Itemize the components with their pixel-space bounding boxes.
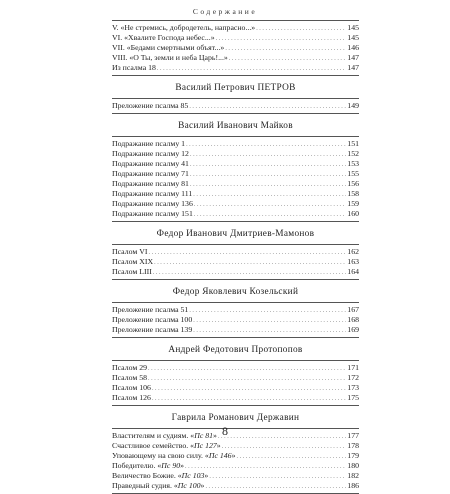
entry-title — [112, 53, 229, 63]
entry-page-number: 155 — [347, 169, 359, 178]
entry-title-text: Подражание псалму 81 — [112, 179, 189, 188]
author-heading: Андрей Федотович Протопопов — [168, 345, 303, 355]
entry-title — [112, 325, 193, 335]
toc-entry[interactable] — [112, 481, 359, 491]
author-heading: Гаврила Романович Державин — [171, 413, 300, 423]
toc-entry[interactable] — [112, 209, 359, 219]
toc-entry[interactable] — [112, 139, 359, 149]
toc-section — [112, 20, 359, 76]
entry-title-text: Псалом LIII — [112, 267, 152, 276]
entry-title: Величество Божие. «Пс 103» — [112, 471, 209, 480]
entry-page-number: 177 — [347, 431, 359, 440]
entry-page-number: 172 — [347, 373, 359, 382]
toc-entry[interactable] — [112, 53, 359, 63]
entry-title — [112, 257, 154, 267]
entry-title — [112, 43, 225, 53]
toc-entry[interactable] — [112, 33, 359, 43]
entry-title — [112, 189, 193, 199]
psalm-reference: Пс 127 — [194, 441, 217, 450]
entry-title-text: Подражание псалму 151 — [112, 209, 193, 218]
entry-page-number: 149 — [347, 101, 359, 110]
dot-leader — [209, 472, 346, 482]
entry-title-text: Победителю. — [112, 461, 156, 470]
entry-list — [112, 361, 359, 405]
entry-page-number: 171 — [347, 363, 359, 372]
entry-title — [112, 305, 189, 315]
entry-title — [112, 149, 190, 159]
dot-leader — [148, 364, 346, 374]
dot-leader — [189, 306, 346, 316]
entry-title-text: Псалом 106 — [112, 383, 151, 392]
dot-leader — [236, 452, 346, 462]
dot-leader — [190, 180, 346, 190]
entry-list — [112, 21, 359, 75]
entry-title-text: Псалом 58 — [112, 373, 148, 382]
dot-leader — [186, 140, 346, 150]
dot-leader — [194, 200, 346, 210]
author-heading: Федор Яковлевич Козельский — [172, 287, 299, 297]
entry-title: Победителю. «Пс 90» — [112, 461, 185, 470]
entry-page-number: 180 — [347, 461, 359, 470]
dot-leader — [193, 316, 346, 326]
section-rule-bottom — [112, 221, 359, 222]
dot-leader — [216, 34, 347, 44]
entry-title — [112, 33, 216, 43]
dot-leader — [148, 374, 346, 384]
entry-page-number: 145 — [347, 33, 359, 42]
dot-leader — [148, 248, 346, 258]
psalm-reference: Пс 100 — [177, 481, 201, 490]
dot-leader — [153, 268, 347, 278]
entry-page-number: 163 — [347, 257, 359, 266]
entry-title-text: Властителям и судиям. — [112, 431, 189, 440]
entry-list — [112, 99, 359, 113]
toc-section — [112, 229, 359, 280]
author-heading: Федор Иванович Дмитриев-Мамонов — [156, 229, 315, 239]
entry-page-number: 152 — [347, 149, 359, 158]
entry-title-text: Псалом VI — [112, 247, 148, 256]
entry-title-text: Псалом XIX — [112, 257, 154, 266]
toc-section — [112, 121, 359, 222]
psalm-reference: Пс 81 — [194, 431, 214, 440]
toc-entry[interactable] — [112, 257, 359, 267]
toc-entry[interactable] — [112, 23, 359, 33]
dot-leader — [225, 44, 346, 54]
entry-title — [112, 23, 256, 33]
entry-title: Праведный судия. «Пс 100» — [112, 481, 205, 490]
toc-entry[interactable] — [112, 267, 359, 277]
entry-title-text: Подражание псалму 136 — [112, 199, 193, 208]
entry-page-number: 153 — [347, 159, 359, 168]
entry-page-number: 182 — [347, 471, 359, 480]
dot-leader — [152, 394, 346, 404]
entry-page-number: 169 — [347, 325, 359, 334]
entry-page-number: 160 — [347, 209, 359, 218]
entry-title-text: Подражание псалму 111 — [112, 189, 193, 198]
entry-title — [112, 267, 153, 277]
toc-entry[interactable] — [112, 363, 359, 373]
entry-title-text: Подражание псалму 71 — [112, 169, 189, 178]
toc-entry[interactable] — [112, 383, 359, 393]
entry-title — [112, 209, 194, 219]
entry-title-text: Преложение псалма 139 — [112, 325, 193, 334]
entry-list — [112, 303, 359, 337]
toc-entry[interactable] — [112, 189, 359, 199]
entry-title — [112, 139, 186, 149]
entry-title-text: Уповающему на свою силу. — [112, 451, 203, 460]
entry-list — [112, 245, 359, 279]
entry-title: Счастливое семейство. «Пс 127» — [112, 441, 221, 450]
psalm-reference: Пс 146 — [208, 451, 232, 460]
entry-list — [112, 137, 359, 221]
entry-title — [112, 363, 148, 373]
entry-title-text: Подражание псалму 1 — [112, 139, 186, 148]
running-head: Содержание — [192, 7, 258, 16]
entry-page-number: 179 — [347, 451, 359, 460]
entry-title — [112, 393, 152, 403]
entry-title-text: VII. «Бедами смертными объят...» — [112, 43, 225, 52]
toc-entry[interactable] — [112, 101, 359, 111]
toc-section — [112, 287, 359, 338]
entry-title-text: Преложение псалма 51 — [112, 305, 189, 314]
entry-title-text: Преложение псалма 85 — [112, 101, 189, 110]
dot-leader — [205, 482, 346, 492]
toc-entry[interactable] — [112, 461, 359, 471]
psalm-reference: Пс 103 — [181, 471, 205, 480]
entry-title-text: Праведный судия. — [112, 481, 172, 490]
dot-leader — [193, 190, 346, 200]
entry-title — [112, 101, 189, 111]
toc-entry[interactable] — [112, 325, 359, 335]
section-rule-bottom — [112, 279, 359, 280]
dot-leader — [154, 258, 346, 268]
toc-entry[interactable] — [112, 43, 359, 53]
psalm-reference: Пс 90 — [161, 461, 181, 470]
entry-title-text: Счастливое семейство. — [112, 441, 189, 450]
dot-leader — [222, 442, 347, 452]
dot-leader — [194, 210, 346, 220]
toc-entry[interactable] — [112, 315, 359, 325]
entry-page-number: 173 — [347, 383, 359, 392]
entry-title-text: Из псалма 18 — [112, 63, 156, 72]
entry-title — [112, 315, 193, 325]
toc-entry[interactable] — [112, 169, 359, 179]
entry-title-text: VIII. «О Ты, земли и неба Царь!...» — [112, 53, 228, 62]
entry-page-number: 168 — [347, 315, 359, 324]
entry-title-text: VI. «Хвалите Господа небес...» — [112, 33, 215, 42]
entry-title-text: Псалом 29 — [112, 363, 148, 372]
entry-page-number: 147 — [347, 63, 359, 72]
toc-entry[interactable] — [112, 451, 359, 461]
entry-title — [112, 179, 190, 189]
entry-title — [112, 199, 194, 209]
dot-leader — [189, 102, 346, 112]
entry-page-number: 178 — [347, 441, 359, 450]
section-rule-bottom — [112, 405, 359, 406]
entry-page-number: 175 — [347, 393, 359, 402]
dot-leader — [190, 160, 346, 170]
dot-leader — [152, 384, 346, 394]
author-heading: Василий Иванович Майков — [178, 121, 293, 131]
entry-title-text: V. «Не стремись, добродетель, напрасно...» — [112, 23, 256, 32]
toc-entry[interactable] — [112, 63, 359, 73]
entry-page-number: 156 — [347, 179, 359, 188]
entry-title-text: Величество Божие. — [112, 471, 176, 480]
toc-entry[interactable] — [112, 159, 359, 169]
entry-title — [112, 373, 148, 383]
entry-page-number: 158 — [347, 189, 359, 198]
entry-title — [112, 159, 190, 169]
entry-page-number: 162 — [347, 247, 359, 256]
entry-title-text: Псалом 126 — [112, 393, 151, 402]
toc-entry[interactable] — [112, 179, 359, 189]
section-rule-bottom — [112, 113, 359, 114]
table-of-contents — [112, 20, 359, 494]
dot-leader — [256, 24, 346, 34]
entry-page-number: 164 — [347, 267, 359, 276]
author-heading: Василий Петрович ПЕТРОВ — [175, 83, 296, 93]
entry-title-text: Подражание псалму 12 — [112, 149, 189, 158]
entry-title — [112, 169, 190, 179]
toc-section — [112, 345, 359, 406]
dot-leader — [190, 170, 346, 180]
dot-leader — [229, 54, 346, 64]
entry-page-number: 159 — [347, 199, 359, 208]
toc-entry[interactable] — [112, 199, 359, 209]
entry-page-number: 145 — [347, 23, 359, 32]
toc-entry[interactable] — [112, 305, 359, 315]
page-number: 8 — [222, 424, 228, 438]
toc-section — [112, 83, 359, 114]
entry-page-number: 146 — [347, 43, 359, 52]
entry-title — [112, 383, 152, 393]
dot-leader — [157, 64, 346, 74]
entry-title: Уповающему на свою силу. «Пс 146» — [112, 451, 236, 460]
section-rule-bottom — [112, 75, 359, 76]
entry-title-text: Подражание псалму 41 — [112, 159, 189, 168]
toc-entry[interactable] — [112, 393, 359, 403]
entry-page-number: 147 — [347, 53, 359, 62]
dot-leader — [190, 150, 346, 160]
entry-title: Властителям и судиям. «Пс 81» — [112, 431, 217, 440]
entry-title-text: Преложение псалма 100 — [112, 315, 193, 324]
toc-entry[interactable] — [112, 149, 359, 159]
section-rule-bottom — [112, 337, 359, 338]
toc-entry[interactable] — [112, 471, 359, 481]
toc-entry[interactable] — [112, 373, 359, 383]
entry-page-number: 167 — [347, 305, 359, 314]
entry-title — [112, 247, 148, 257]
entry-page-number: 151 — [347, 139, 359, 148]
entry-page-number: 186 — [347, 481, 359, 490]
entry-title — [112, 63, 157, 73]
toc-entry[interactable] — [112, 247, 359, 257]
dot-leader — [193, 326, 346, 336]
